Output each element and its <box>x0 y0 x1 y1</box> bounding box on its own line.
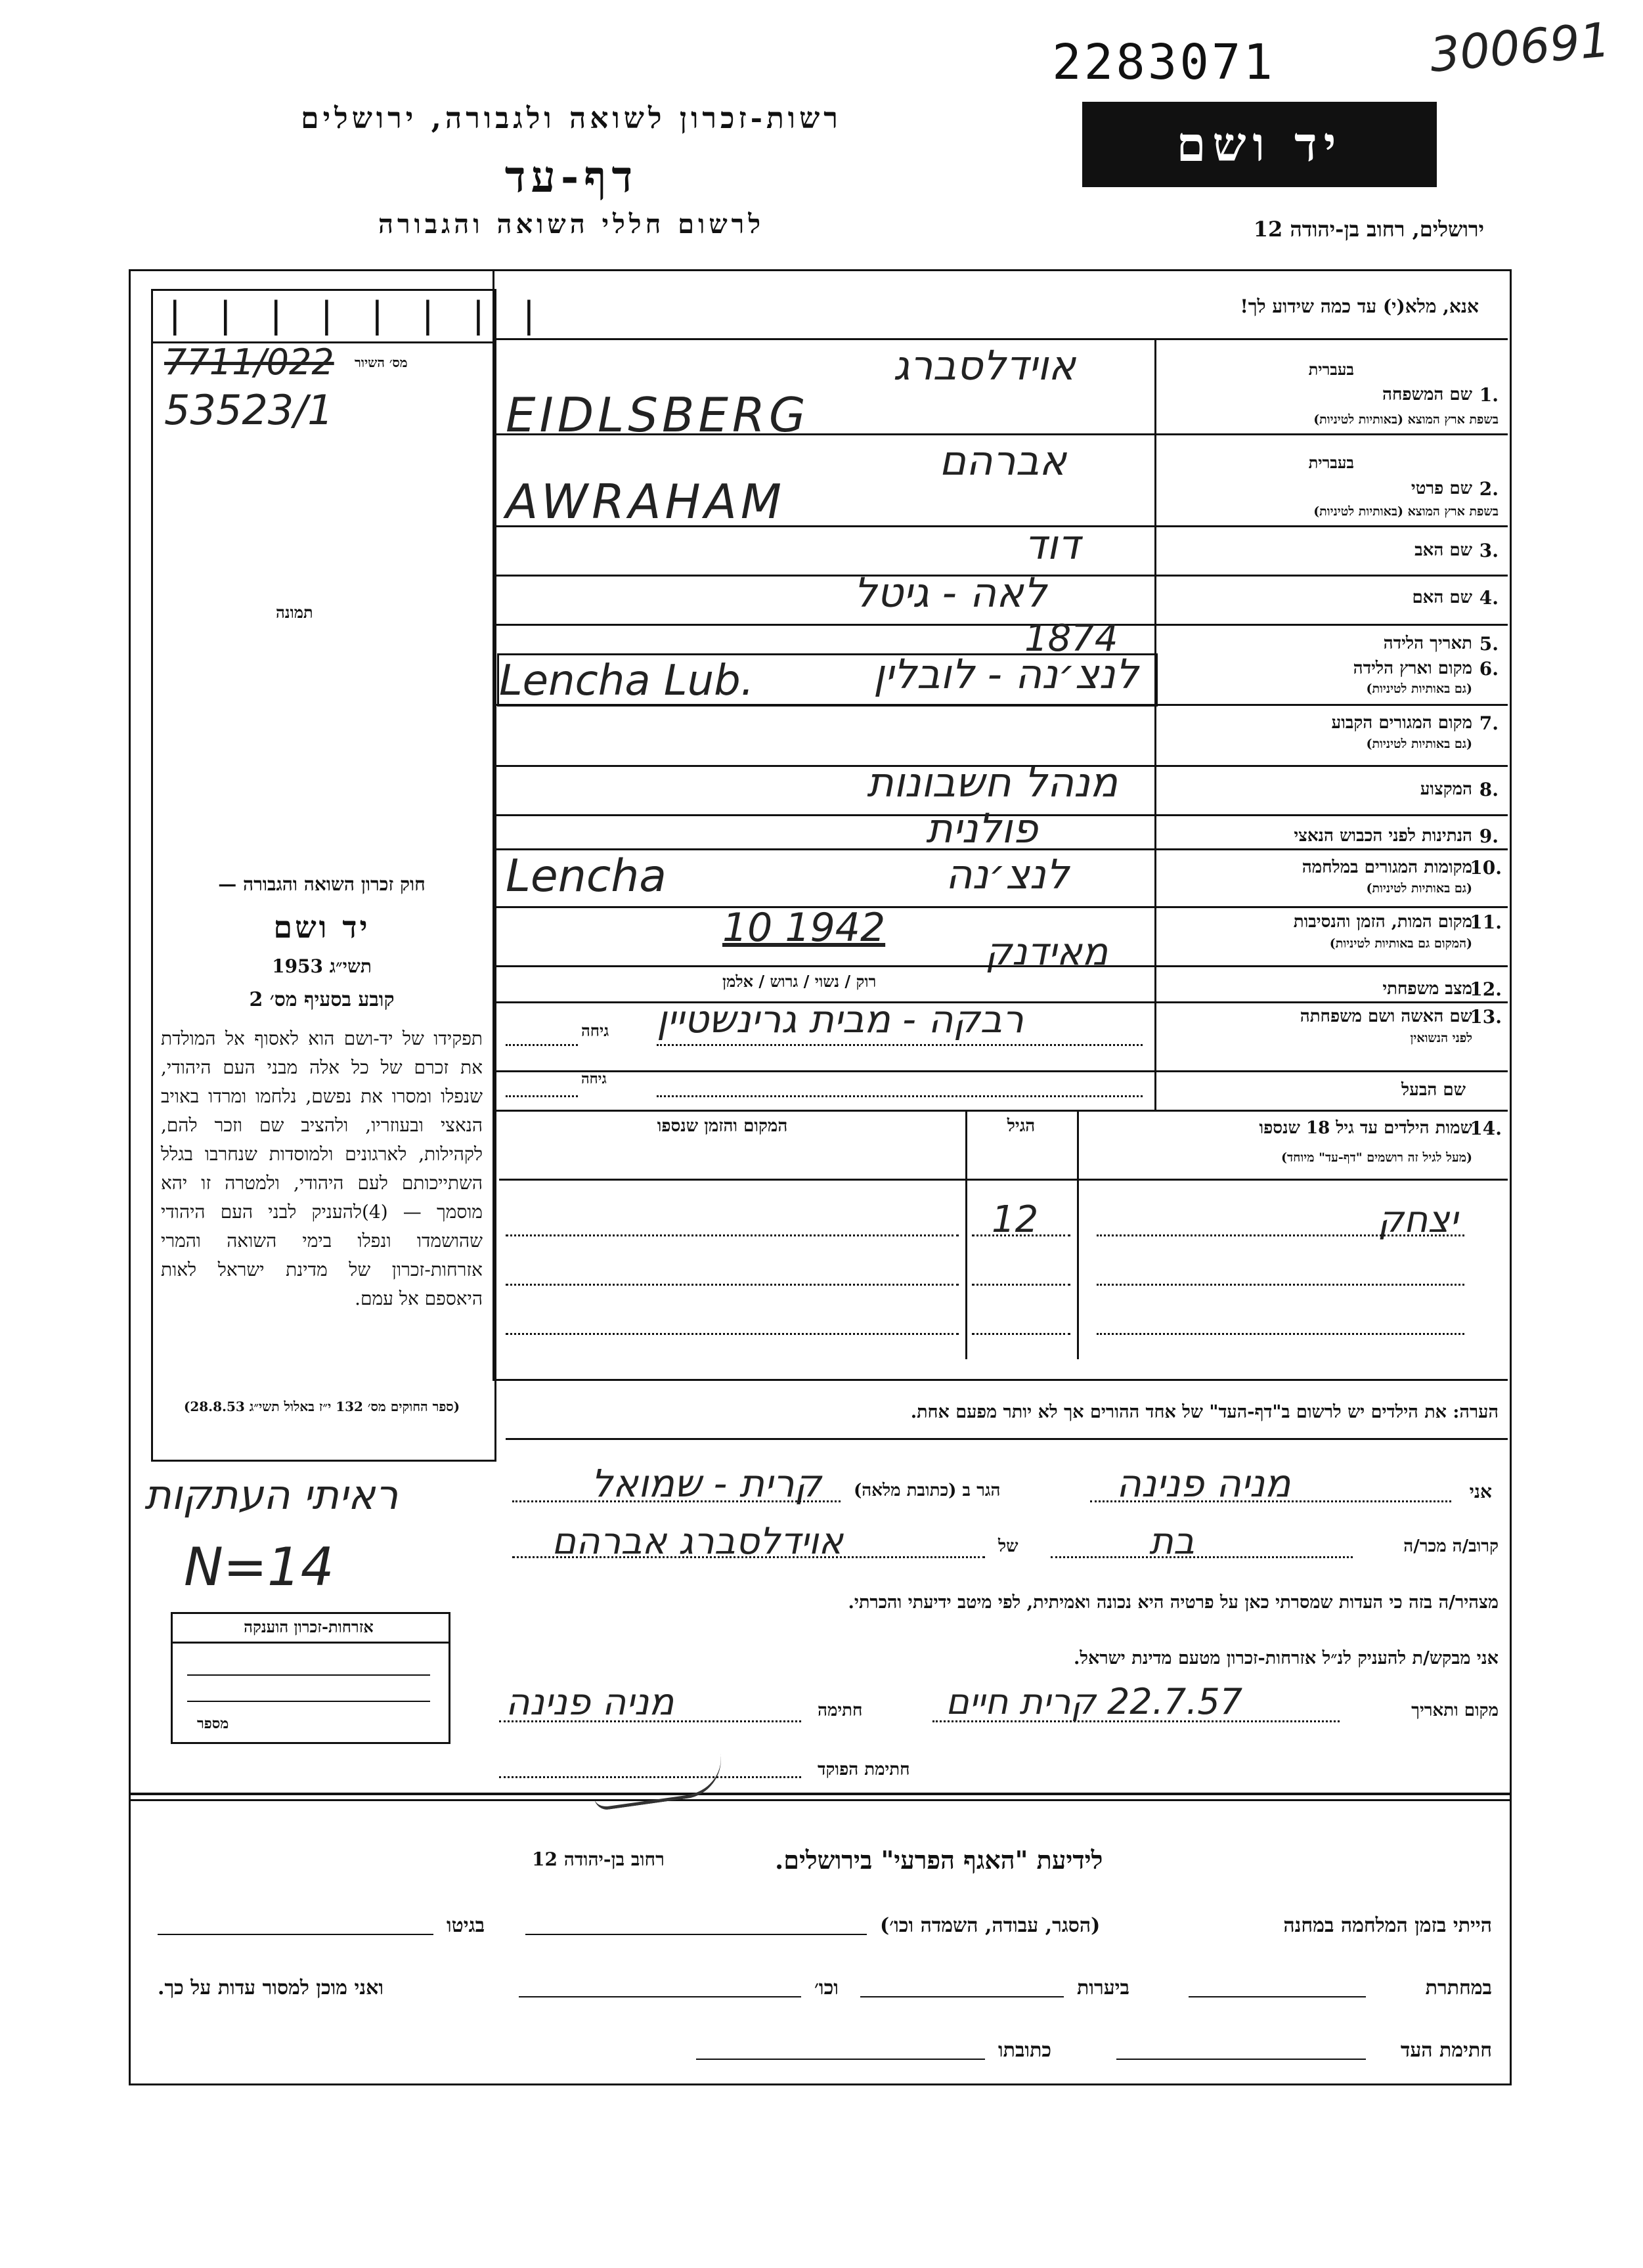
children-col-divider-2 <box>1077 1110 1079 1359</box>
child-row-2-line-age <box>972 1284 1070 1286</box>
child-row-2-line-place <box>506 1284 959 1286</box>
footer-etc-line <box>519 1996 801 1997</box>
field5-num: 5. <box>1479 633 1499 655</box>
child-row-3-line-name <box>1097 1333 1464 1335</box>
footer-camp-label: הייתי בזמן המלחמה במחנה <box>1283 1914 1492 1937</box>
footer-ghetto-line <box>158 1934 433 1935</box>
children-note: הערה: את הילדים יש לרשום ב"דף-העד" של אחד ההורים אך לא יותר מפעם אחת. <box>910 1402 1499 1422</box>
instruction-rule <box>493 338 1508 340</box>
org-title: רשות-זכרון לשואה ולגבורה, ירושלים <box>301 102 842 135</box>
field13-note-line <box>506 1044 578 1046</box>
field2-rule <box>493 525 1508 527</box>
grant-box-title-rule <box>171 1642 450 1644</box>
field2-sub: בשפת ארץ המוצא (באותיות לטיניות) <box>1313 504 1499 519</box>
footer-divider-2 <box>129 1799 1512 1801</box>
footer-underground-label: במחתרת <box>1425 1976 1492 1999</box>
field5-value: 1874 <box>1024 617 1118 660</box>
field6-num: 6. <box>1479 658 1499 680</box>
footer-camp-types: (הסגר, עבודה, השמדה וכו׳) <box>880 1914 1101 1937</box>
field7-num: 7. <box>1479 712 1499 734</box>
decl-place-date-line <box>932 1720 1340 1722</box>
field6-label: מקום וארץ הלידה <box>1353 659 1472 678</box>
decl-address-line <box>512 1500 841 1502</box>
footer-camp-line <box>525 1934 867 1935</box>
law-heading: חוק זכרון השואה והגבורה — <box>218 873 426 895</box>
husband-label: שם הבעל <box>1401 1080 1466 1100</box>
serial-crossed: 7711/022 <box>164 341 334 383</box>
footer-divider <box>129 1793 1512 1795</box>
decl-declare-text: מצהיר/ה בזה כי העדות שמסרתי כאן על פרטיה היא נכונה ואמיתית, לפי מיטב ידיעתי והכרתי. <box>848 1592 1499 1613</box>
children-bottom-rule <box>493 1379 1508 1381</box>
field13-value-line <box>657 1044 1143 1046</box>
law-name: יד ושם <box>273 909 370 945</box>
field13-sub: לפני הנשואין <box>1410 1031 1472 1045</box>
decl-signature-label: חתימה <box>818 1701 863 1720</box>
doc-subtitle: לרשום חללי השואה והגבורה <box>378 209 765 240</box>
field6-highlight-box <box>497 653 1158 707</box>
field3-label: שם האב <box>1414 540 1472 560</box>
yad-vashem-logo <box>1082 102 1437 187</box>
child-row-3-line-age <box>972 1333 1070 1335</box>
field10-value-lat: Lencha <box>506 850 667 902</box>
field9-num: 9. <box>1479 825 1499 847</box>
footer-witness-address-line <box>696 2059 985 2060</box>
stamp-number: 2283071 <box>1052 34 1275 91</box>
footer-etc-label: וכו׳ <box>814 1976 839 1999</box>
children-num: 14. <box>1470 1118 1502 1139</box>
children-title: שמות הילדים עד גיל 18 שנספו <box>1259 1118 1472 1138</box>
note-rule <box>506 1438 1508 1440</box>
field1-value-lat: EIDLSBERG <box>506 387 810 443</box>
field11-label: מקום המות, הזמן והנסיבות <box>1293 912 1472 932</box>
decl-i-value: מניה פנינה <box>1116 1461 1291 1506</box>
decl-request-text: אני מבקש/ת להעניק לנ״ל אזרחות-זכרון מטעם מדינת ישראל. <box>1074 1648 1499 1668</box>
field6-value-he: לנצ׳נה - לובלין <box>873 650 1139 698</box>
field2-hebrew-label: בעברית <box>1308 453 1354 472</box>
footer-witness-sign-label: חתימת העד <box>1400 2039 1492 2062</box>
labels-divider <box>1154 338 1156 1110</box>
field4-value: לאה - גיטל <box>854 569 1047 617</box>
child-row-2-line-name <box>1097 1284 1464 1286</box>
field2-value-he: אברהם <box>939 437 1066 485</box>
field2-num: 2. <box>1479 478 1499 500</box>
field10-label: מקומות המגורים במלחמה <box>1302 858 1472 877</box>
field9-value: פולנית <box>926 804 1038 852</box>
decl-relation-line <box>1051 1556 1353 1558</box>
children-col-age: הגיל <box>1007 1116 1036 1136</box>
field9-label: הנתינות לפני הכבוש הנאצי <box>1294 826 1472 846</box>
decl-relation-value: בת <box>1149 1520 1195 1563</box>
field13-note-label: גיחה <box>581 1021 609 1040</box>
field11-value: מאידנק <box>985 929 1108 974</box>
field12-num: 12. <box>1470 978 1502 1000</box>
footer-forests-label: ביערות <box>1077 1976 1130 1999</box>
field13-rule <box>493 1070 1508 1072</box>
decl-of-value: אוידלסברג אברהם <box>552 1520 843 1563</box>
decl-place-date-value: 22.7.57 קרית חיים <box>946 1681 1243 1722</box>
side-handwritten-note: ראיתי העתקות <box>144 1471 399 1519</box>
field11-num: 11. <box>1470 911 1502 933</box>
grant-box-title: אזרחות-זכרון הוענקה <box>244 1617 374 1636</box>
corner-handwritten-number: 300691 <box>1428 12 1613 83</box>
decl-signature-value: מניה פנינה <box>506 1681 674 1724</box>
field1-hebrew-label: בעברית <box>1308 360 1354 379</box>
field12-options: רוק / נשוי / גרוש / אלמן <box>722 972 877 991</box>
field3-value: דוד <box>1024 521 1080 569</box>
field7-label: מקום המגורים הקבוע <box>1331 713 1472 733</box>
law-footnote: (ספר החוקים מס׳ 132 י״ז באלול תשי״ג 28.8.53) <box>183 1399 460 1414</box>
field8-label: המקצוע <box>1420 779 1472 799</box>
footer-address: רחוב בן-יהודה 12 <box>532 1848 665 1870</box>
footer-underground-line <box>1189 1996 1366 1997</box>
field10-sub: (גם באותיות לטיניות) <box>1366 881 1472 896</box>
children-header-rule <box>499 1179 1508 1181</box>
field2-value-lat: AWRAHAM <box>506 474 785 529</box>
side-handwritten-count: N=14 <box>184 1537 334 1598</box>
field1-value-he: אוידלסברג <box>893 341 1076 389</box>
decl-i-line <box>1090 1500 1451 1502</box>
footer-testify-text: ואני מוכן למסור עדות על כך. <box>158 1976 384 1999</box>
field11-sub: (המקום גם באותיות לטיניות) <box>1329 936 1472 951</box>
law-text: תפקידו של יד-ושם הוא לאסוף אל המולדת את זכרם של כל אלה מבני העם היהודי, שנפלו ומסרו את נפשם, נלחמו ומרדו באויב הנאצי ובעוזריו, ולהציב שם וזכר להם, לקהילות, לארגונים ולמוסדות שנחרבו בגלל השתייכותם לעם היהודי, ולמטרה זו יהא מוסמך — (4)להעניק לבני העם היהודי שהושמדו ונפלו בימי השואה והמרי אזרחות-זכרון של מדינת ישראל לאות היאספם אל עמם. <box>161 1028 483 1309</box>
field1-label: שם המשפחה <box>1382 385 1472 404</box>
header-address: ירושלים, רחוב בן-יהודה 12 <box>1253 217 1484 242</box>
field1-sub: בשפת ארץ המוצא (באותיות לטיניות) <box>1313 412 1499 427</box>
children-col-place: המקום והזמן שנספו <box>657 1116 788 1136</box>
decl-officer-label: חתימת הפוקד <box>818 1760 910 1779</box>
decl-of-line <box>512 1556 985 1558</box>
field11-date: 10 1942 <box>722 905 886 951</box>
grant-box-rule-1 <box>187 1674 430 1676</box>
law-year: תשי״ג 1953 <box>272 955 372 977</box>
field1-rule <box>493 433 1508 435</box>
field6-rule <box>493 704 1508 706</box>
child-row-1-line-age <box>972 1234 1070 1236</box>
decl-signature-line <box>499 1720 801 1722</box>
field10-value-he: לנצ׳נה <box>946 850 1069 898</box>
footer-ghetto-label: בגיטו <box>447 1914 485 1937</box>
field3-num: 3. <box>1479 540 1499 561</box>
decl-address-value: קרית - שמואל <box>591 1461 822 1506</box>
footer-title: לידיעת "האגף הפרעי" בירושלים. <box>775 1845 1103 1875</box>
decl-relation-label: קרוב/ה מכר/ה <box>1403 1537 1499 1556</box>
field11-rule <box>493 965 1508 967</box>
decl-place-date-label: מקום ותאריך <box>1411 1701 1499 1720</box>
field10-rule <box>493 906 1508 908</box>
husband-note-label: גיחה <box>581 1070 607 1087</box>
law-section: קובע בסעיף מס׳ 2 <box>249 988 395 1011</box>
photo-label: תמונה <box>276 603 313 622</box>
decl-address-label: הגר ב (כתובת מלאה) <box>854 1481 1001 1500</box>
main-left-rule <box>493 269 494 1379</box>
field13-num: 13. <box>1470 1006 1502 1028</box>
footer-witness-sign-line <box>1116 2059 1366 2060</box>
decl-i-label: אני <box>1469 1481 1492 1502</box>
decl-of-label: של <box>998 1537 1019 1556</box>
field10-num: 10. <box>1470 857 1502 879</box>
child-row-3-line-place <box>506 1333 959 1335</box>
husband-note-line <box>506 1095 578 1097</box>
field2-label: שם פרטי <box>1411 479 1472 498</box>
footer-witness-address-label: כתובתו <box>998 2039 1052 2062</box>
field4-label: שם האם <box>1412 588 1472 607</box>
child-row-1-line-name <box>1097 1234 1464 1236</box>
husband-rule <box>493 1110 1508 1112</box>
field5-label: תאריך הלידה <box>1383 634 1472 653</box>
field13-label: שם האשה ושם משפחתה <box>1300 1007 1472 1026</box>
children-sub: (מעל לגיל זה רושמים "דף-עד" מיוחד) <box>1281 1150 1472 1165</box>
doc-title: דף-עד <box>504 151 638 202</box>
field8-num: 8. <box>1479 779 1499 800</box>
field4-num: 4. <box>1479 587 1499 609</box>
grant-box-rule-2 <box>187 1701 430 1702</box>
child-row-1-age: 12 <box>992 1198 1039 1241</box>
field7-sub: (גם באותיות לטיניות) <box>1366 737 1472 751</box>
logo-text: יד ושם <box>1176 116 1343 172</box>
footer-forests-line <box>860 1996 1064 1997</box>
field6-sub: (גם באותיות לטיניות) <box>1366 682 1472 696</box>
field8-value: מנהל חשבונות <box>867 758 1118 806</box>
child-row-1-line-place <box>506 1234 959 1236</box>
field6-value-lat: Lencha Lub. <box>499 657 755 705</box>
barcode-marks: | | | | | | | | <box>164 294 544 336</box>
children-col-divider-1 <box>965 1110 967 1359</box>
field12-label: מצב משפחתי <box>1382 979 1472 999</box>
child-row-1-name: יצחק <box>1377 1198 1458 1241</box>
field4-rule <box>493 624 1508 626</box>
field1-num: 1. <box>1479 384 1499 406</box>
serial-value: 53523/1 <box>164 386 334 434</box>
serial-label: מס׳ השיור <box>355 355 408 370</box>
form-instruction: אנא, מלא(י) עד כמה שידוע לך! <box>1240 295 1479 317</box>
field13-value: רבקה - מבית גרינשטיין <box>657 997 1024 1041</box>
grant-number-label: מספר <box>197 1715 229 1732</box>
husband-value-line <box>657 1095 1143 1097</box>
